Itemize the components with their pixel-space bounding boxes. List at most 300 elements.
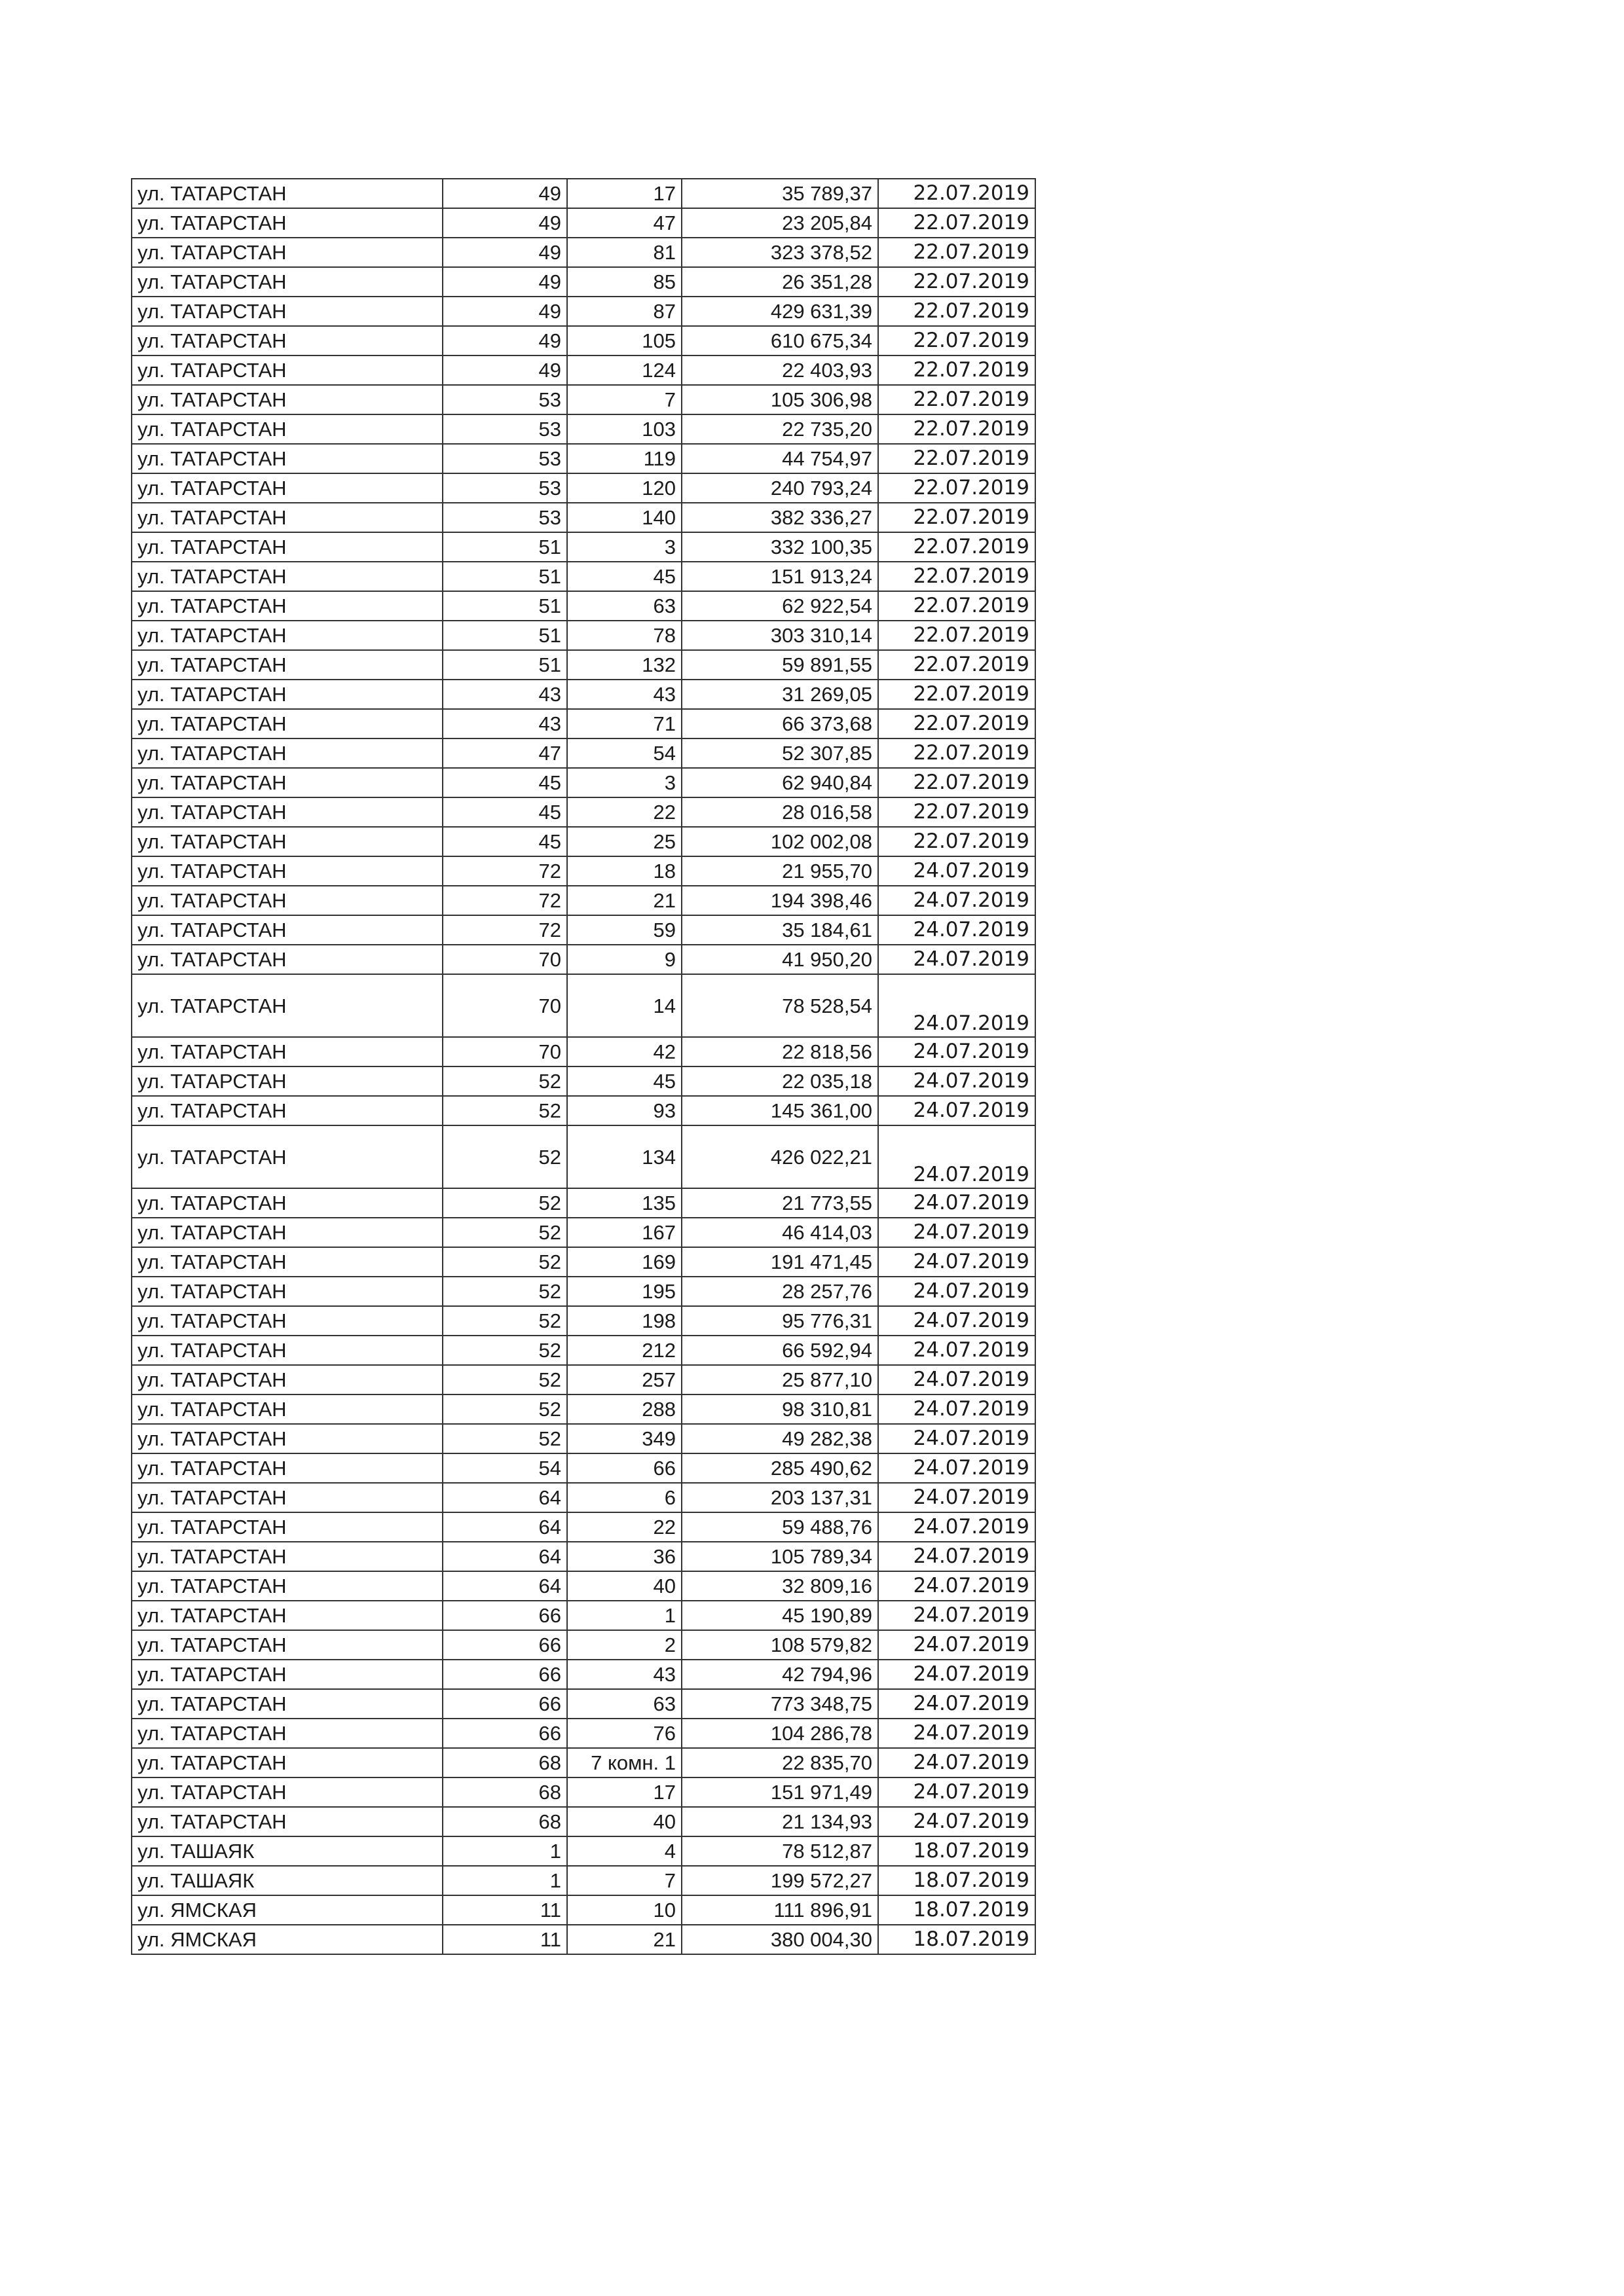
amount-cell: 111 896,91: [682, 1895, 878, 1925]
street-cell: ул. ТАТАРСТАН: [132, 886, 443, 915]
date-cell: 22.07.2019: [878, 473, 1035, 503]
flat-number-cell: 7 комн. 1: [567, 1748, 682, 1777]
amount-cell: 41 950,20: [682, 945, 878, 974]
house-number-cell: 52: [443, 1336, 567, 1365]
house-number-cell: 49: [443, 238, 567, 267]
flat-number-cell: 87: [567, 297, 682, 326]
house-number-cell: 45: [443, 827, 567, 856]
table-row: [132, 1807, 1035, 1836]
street-cell: ул. ТАТАРСТАН: [132, 1247, 443, 1277]
street-cell: ул. ТАТАРСТАН: [132, 945, 443, 974]
house-number-cell: 52: [443, 1247, 567, 1277]
amount-cell: 22 835,70: [682, 1748, 878, 1777]
amount-cell: 28 016,58: [682, 797, 878, 827]
flat-number-cell: 85: [567, 267, 682, 297]
flat-number-cell: 71: [567, 709, 682, 738]
date-cell: 22.07.2019: [878, 562, 1035, 591]
street-cell: ул. ТАТАРСТАН: [132, 621, 443, 650]
house-number-cell: 49: [443, 355, 567, 385]
table-row: [132, 238, 1035, 267]
amount-cell: 59 488,76: [682, 1512, 878, 1542]
house-number-cell: 49: [443, 208, 567, 238]
amount-cell: 45 190,89: [682, 1601, 878, 1630]
street-cell: ул. ТАТАРСТАН: [132, 208, 443, 238]
table-row: [132, 473, 1035, 503]
flat-number-cell: 66: [567, 1453, 682, 1483]
house-number-cell: 52: [443, 1277, 567, 1306]
flat-number-cell: 169: [567, 1247, 682, 1277]
house-number-cell: 70: [443, 1037, 567, 1066]
date-cell: 22.07.2019: [878, 208, 1035, 238]
flat-number-cell: 132: [567, 650, 682, 680]
street-cell: ул. ТАТАРСТАН: [132, 355, 443, 385]
date-cell: 24.07.2019: [878, 1277, 1035, 1306]
amount-cell: 151 913,24: [682, 562, 878, 591]
flat-number-cell: 124: [567, 355, 682, 385]
amount-cell: 66 592,94: [682, 1336, 878, 1365]
amount-cell: 95 776,31: [682, 1306, 878, 1336]
table-row: [132, 591, 1035, 621]
house-number-cell: 52: [443, 1365, 567, 1394]
table-row: [132, 621, 1035, 650]
house-number-cell: 72: [443, 856, 567, 886]
amount-cell: 28 257,76: [682, 1277, 878, 1306]
flat-number-cell: 76: [567, 1719, 682, 1748]
date-cell: 22.07.2019: [878, 355, 1035, 385]
amount-cell: 22 818,56: [682, 1037, 878, 1066]
street-cell: ул. ТАТАРСТАН: [132, 267, 443, 297]
table-row: [132, 1630, 1035, 1660]
date-cell: 24.07.2019: [878, 1247, 1035, 1277]
table-row: [132, 827, 1035, 856]
house-number-cell: 51: [443, 591, 567, 621]
house-number-cell: 52: [443, 1306, 567, 1336]
amount-cell: 102 002,08: [682, 827, 878, 856]
amount-cell: 78 528,54: [682, 974, 878, 1037]
house-number-cell: 66: [443, 1660, 567, 1689]
date-cell: 24.07.2019: [878, 1660, 1035, 1689]
amount-cell: 49 282,38: [682, 1424, 878, 1453]
amount-cell: 285 490,62: [682, 1453, 878, 1483]
street-cell: ул. ТАТАРСТАН: [132, 827, 443, 856]
flat-number-cell: 36: [567, 1542, 682, 1571]
date-cell: 22.07.2019: [878, 768, 1035, 797]
flat-number-cell: 14: [567, 974, 682, 1037]
table-row: [132, 856, 1035, 886]
date-cell: 24.07.2019: [878, 1424, 1035, 1453]
street-cell: ул. ТАТАРСТАН: [132, 1188, 443, 1218]
date-cell: 22.07.2019: [878, 267, 1035, 297]
street-cell: ул. ТАТАРСТАН: [132, 1125, 443, 1188]
table-row: [132, 503, 1035, 532]
amount-cell: 62 922,54: [682, 591, 878, 621]
house-number-cell: 53: [443, 385, 567, 414]
house-number-cell: 64: [443, 1571, 567, 1601]
house-number-cell: 47: [443, 738, 567, 768]
amount-cell: 52 307,85: [682, 738, 878, 768]
flat-number-cell: 17: [567, 179, 682, 208]
amount-cell: 42 794,96: [682, 1660, 878, 1689]
flat-number-cell: 25: [567, 827, 682, 856]
house-number-cell: 11: [443, 1925, 567, 1954]
flat-number-cell: 288: [567, 1394, 682, 1424]
date-cell: 24.07.2019: [878, 1601, 1035, 1630]
amount-cell: 26 351,28: [682, 267, 878, 297]
table-row: [132, 1188, 1035, 1218]
date-cell: 22.07.2019: [878, 297, 1035, 326]
amount-cell: 31 269,05: [682, 680, 878, 709]
street-cell: ул. ТАТАРСТАН: [132, 1689, 443, 1719]
house-number-cell: 52: [443, 1218, 567, 1247]
street-cell: ул. ТАТАРСТАН: [132, 1748, 443, 1777]
street-cell: ул. ТАТАРСТАН: [132, 503, 443, 532]
flat-number-cell: 45: [567, 562, 682, 591]
date-cell: 24.07.2019: [878, 1630, 1035, 1660]
date-cell: 24.07.2019: [878, 1807, 1035, 1836]
amount-cell: 191 471,45: [682, 1247, 878, 1277]
table-row: [132, 1571, 1035, 1601]
date-cell: 24.07.2019: [878, 974, 1035, 1037]
amount-cell: 194 398,46: [682, 886, 878, 915]
flat-number-cell: 21: [567, 886, 682, 915]
amount-cell: 429 631,39: [682, 297, 878, 326]
date-cell: 18.07.2019: [878, 1925, 1035, 1954]
street-cell: ул. ТАТАРСТАН: [132, 1453, 443, 1483]
street-cell: ул. ТАТАРСТАН: [132, 532, 443, 562]
amount-cell: 21 773,55: [682, 1188, 878, 1218]
date-cell: 22.07.2019: [878, 414, 1035, 444]
amount-cell: 35 789,37: [682, 179, 878, 208]
table-row: [132, 1512, 1035, 1542]
table-row: [132, 1037, 1035, 1066]
street-cell: ул. ТАТАРСТАН: [132, 680, 443, 709]
house-number-cell: 53: [443, 473, 567, 503]
street-cell: ул. ТАТАРСТАН: [132, 1660, 443, 1689]
house-number-cell: 68: [443, 1807, 567, 1836]
house-number-cell: 70: [443, 974, 567, 1037]
table-row: [132, 1066, 1035, 1096]
amount-cell: 151 971,49: [682, 1777, 878, 1807]
house-number-cell: 52: [443, 1424, 567, 1453]
date-cell: 24.07.2019: [878, 1188, 1035, 1218]
table-row: [132, 1660, 1035, 1689]
date-cell: 22.07.2019: [878, 444, 1035, 473]
table-row: [132, 1336, 1035, 1365]
date-cell: 24.07.2019: [878, 856, 1035, 886]
date-cell: 22.07.2019: [878, 650, 1035, 680]
house-number-cell: 66: [443, 1630, 567, 1660]
flat-number-cell: 22: [567, 797, 682, 827]
street-cell: ул. ТАТАРСТАН: [132, 1277, 443, 1306]
street-cell: ул. ТАТАРСТАН: [132, 974, 443, 1037]
house-number-cell: 52: [443, 1394, 567, 1424]
street-cell: ул. ТАТАРСТАН: [132, 297, 443, 326]
date-cell: 24.07.2019: [878, 1125, 1035, 1188]
table-row: [132, 738, 1035, 768]
street-cell: ул. ТАТАРСТАН: [132, 385, 443, 414]
table-row: [132, 1689, 1035, 1719]
date-cell: 24.07.2019: [878, 1542, 1035, 1571]
date-cell: 22.07.2019: [878, 621, 1035, 650]
street-cell: ул. ТАТАРСТАН: [132, 797, 443, 827]
street-cell: ул. ТАТАРСТАН: [132, 1394, 443, 1424]
flat-number-cell: 81: [567, 238, 682, 267]
flat-number-cell: 212: [567, 1336, 682, 1365]
table-row: [132, 326, 1035, 355]
street-cell: ул. ТАШАЯК: [132, 1836, 443, 1866]
date-cell: 24.07.2019: [878, 1394, 1035, 1424]
amount-cell: 22 035,18: [682, 1066, 878, 1096]
date-cell: 24.07.2019: [878, 1483, 1035, 1512]
house-number-cell: 70: [443, 945, 567, 974]
house-number-cell: 52: [443, 1125, 567, 1188]
flat-number-cell: 119: [567, 444, 682, 473]
table-row: [132, 1306, 1035, 1336]
house-number-cell: 51: [443, 562, 567, 591]
amount-cell: 22 403,93: [682, 355, 878, 385]
street-cell: ул. ТАТАРСТАН: [132, 1807, 443, 1836]
amount-cell: 105 789,34: [682, 1542, 878, 1571]
street-cell: ул. ТАТАРСТАН: [132, 1424, 443, 1453]
house-number-cell: 51: [443, 621, 567, 650]
street-cell: ул. ТАТАРСТАН: [132, 326, 443, 355]
date-cell: 24.07.2019: [878, 1218, 1035, 1247]
house-number-cell: 53: [443, 503, 567, 532]
house-number-cell: 49: [443, 179, 567, 208]
flat-number-cell: 93: [567, 1096, 682, 1125]
date-cell: 22.07.2019: [878, 179, 1035, 208]
date-cell: 22.07.2019: [878, 827, 1035, 856]
house-number-cell: 66: [443, 1719, 567, 1748]
street-cell: ул. ТАТАРСТАН: [132, 1571, 443, 1601]
table-row: [132, 267, 1035, 297]
flat-number-cell: 9: [567, 945, 682, 974]
amount-cell: 332 100,35: [682, 532, 878, 562]
amount-cell: 62 940,84: [682, 768, 878, 797]
house-number-cell: 66: [443, 1601, 567, 1630]
amount-cell: 78 512,87: [682, 1836, 878, 1866]
street-cell: ул. ЯМСКАЯ: [132, 1895, 443, 1925]
street-cell: ул. ТАТАРСТАН: [132, 562, 443, 591]
flat-number-cell: 198: [567, 1306, 682, 1336]
flat-number-cell: 1: [567, 1601, 682, 1630]
house-number-cell: 1: [443, 1866, 567, 1895]
amount-cell: 66 373,68: [682, 709, 878, 738]
amount-cell: 104 286,78: [682, 1719, 878, 1748]
flat-number-cell: 120: [567, 473, 682, 503]
house-number-cell: 53: [443, 414, 567, 444]
amount-cell: 21 134,93: [682, 1807, 878, 1836]
table-row: [132, 562, 1035, 591]
flat-number-cell: 10: [567, 1895, 682, 1925]
amount-cell: 145 361,00: [682, 1096, 878, 1125]
date-cell: 24.07.2019: [878, 1719, 1035, 1748]
date-cell: 24.07.2019: [878, 1306, 1035, 1336]
flat-number-cell: 140: [567, 503, 682, 532]
amount-cell: 22 735,20: [682, 414, 878, 444]
flat-number-cell: 78: [567, 621, 682, 650]
date-cell: 24.07.2019: [878, 1066, 1035, 1096]
flat-number-cell: 134: [567, 1125, 682, 1188]
date-cell: 24.07.2019: [878, 1748, 1035, 1777]
table-row: [132, 1866, 1035, 1895]
date-cell: 18.07.2019: [878, 1895, 1035, 1925]
flat-number-cell: 7: [567, 385, 682, 414]
flat-number-cell: 349: [567, 1424, 682, 1453]
flat-number-cell: 21: [567, 1925, 682, 1954]
table-row: [132, 886, 1035, 915]
table-row: [132, 945, 1035, 974]
house-number-cell: 68: [443, 1748, 567, 1777]
amount-cell: 44 754,97: [682, 444, 878, 473]
date-cell: 22.07.2019: [878, 680, 1035, 709]
flat-number-cell: 257: [567, 1365, 682, 1394]
date-cell: 22.07.2019: [878, 738, 1035, 768]
amount-cell: 25 877,10: [682, 1365, 878, 1394]
street-cell: ул. ТАТАРСТАН: [132, 1066, 443, 1096]
table-row: [132, 1748, 1035, 1777]
amount-cell: 23 205,84: [682, 208, 878, 238]
flat-number-cell: 47: [567, 208, 682, 238]
amount-cell: 303 310,14: [682, 621, 878, 650]
table-row: [132, 1777, 1035, 1807]
flat-number-cell: 4: [567, 1836, 682, 1866]
debt-table-body: [132, 179, 1035, 1954]
table-row: [132, 385, 1035, 414]
amount-cell: 773 348,75: [682, 1689, 878, 1719]
flat-number-cell: 6: [567, 1483, 682, 1512]
date-cell: 22.07.2019: [878, 532, 1035, 562]
table-row: [132, 1836, 1035, 1866]
house-number-cell: 64: [443, 1542, 567, 1571]
table-row: [132, 797, 1035, 827]
flat-number-cell: 40: [567, 1807, 682, 1836]
flat-number-cell: 42: [567, 1037, 682, 1066]
table-row: [132, 1895, 1035, 1925]
flat-number-cell: 2: [567, 1630, 682, 1660]
house-number-cell: 45: [443, 797, 567, 827]
table-row: [132, 709, 1035, 738]
date-cell: 22.07.2019: [878, 385, 1035, 414]
flat-number-cell: 7: [567, 1866, 682, 1895]
house-number-cell: 66: [443, 1689, 567, 1719]
date-cell: 24.07.2019: [878, 1689, 1035, 1719]
table-row: [132, 1365, 1035, 1394]
flat-number-cell: 105: [567, 326, 682, 355]
street-cell: ул. ТАТАРСТАН: [132, 179, 443, 208]
flat-number-cell: 167: [567, 1218, 682, 1247]
street-cell: ул. ТАТАРСТАН: [132, 1037, 443, 1066]
street-cell: ул. ТАТАРСТАН: [132, 1365, 443, 1394]
date-cell: 22.07.2019: [878, 709, 1035, 738]
date-cell: 24.07.2019: [878, 1512, 1035, 1542]
table-row: [132, 444, 1035, 473]
date-cell: 18.07.2019: [878, 1866, 1035, 1895]
street-cell: ул. ТАТАРСТАН: [132, 1096, 443, 1125]
flat-number-cell: 43: [567, 680, 682, 709]
house-number-cell: 49: [443, 326, 567, 355]
house-number-cell: 1: [443, 1836, 567, 1866]
street-cell: ул. ТАТАРСТАН: [132, 414, 443, 444]
street-cell: ул. ТАТАРСТАН: [132, 238, 443, 267]
table-row: [132, 1394, 1035, 1424]
street-cell: ул. ТАТАРСТАН: [132, 1218, 443, 1247]
amount-cell: 610 675,34: [682, 326, 878, 355]
amount-cell: 105 306,98: [682, 385, 878, 414]
amount-cell: 21 955,70: [682, 856, 878, 886]
table-row: [132, 414, 1035, 444]
date-cell: 24.07.2019: [878, 1453, 1035, 1483]
date-cell: 24.07.2019: [878, 1571, 1035, 1601]
table-row: [132, 355, 1035, 385]
house-number-cell: 51: [443, 532, 567, 562]
table-row: [132, 1453, 1035, 1483]
flat-number-cell: 17: [567, 1777, 682, 1807]
date-cell: 24.07.2019: [878, 886, 1035, 915]
street-cell: ул. ТАШАЯК: [132, 1866, 443, 1895]
house-number-cell: 64: [443, 1512, 567, 1542]
table-row: [132, 1277, 1035, 1306]
table-row: [132, 1247, 1035, 1277]
table-row: [132, 650, 1035, 680]
date-cell: 22.07.2019: [878, 797, 1035, 827]
amount-cell: 380 004,30: [682, 1925, 878, 1954]
house-number-cell: 64: [443, 1483, 567, 1512]
table-row: [132, 1096, 1035, 1125]
flat-number-cell: 59: [567, 915, 682, 945]
street-cell: ул. ТАТАРСТАН: [132, 738, 443, 768]
flat-number-cell: 45: [567, 1066, 682, 1096]
house-number-cell: 49: [443, 267, 567, 297]
date-cell: 22.07.2019: [878, 238, 1035, 267]
table-row: [132, 974, 1035, 1037]
flat-number-cell: 3: [567, 768, 682, 797]
table-row: [132, 532, 1035, 562]
table-row: [132, 1483, 1035, 1512]
street-cell: ул. ТАТАРСТАН: [132, 591, 443, 621]
date-cell: 22.07.2019: [878, 503, 1035, 532]
amount-cell: 46 414,03: [682, 1218, 878, 1247]
table-row: [132, 1125, 1035, 1188]
amount-cell: 59 891,55: [682, 650, 878, 680]
street-cell: ул. ТАТАРСТАН: [132, 1542, 443, 1571]
street-cell: ул. ТАТАРСТАН: [132, 650, 443, 680]
house-number-cell: 52: [443, 1188, 567, 1218]
amount-cell: 323 378,52: [682, 238, 878, 267]
date-cell: 24.07.2019: [878, 1336, 1035, 1365]
table-row: [132, 297, 1035, 326]
street-cell: ул. ТАТАРСТАН: [132, 1306, 443, 1336]
date-cell: 24.07.2019: [878, 1777, 1035, 1807]
street-cell: ул. ТАТАРСТАН: [132, 768, 443, 797]
house-number-cell: 11: [443, 1895, 567, 1925]
amount-cell: 240 793,24: [682, 473, 878, 503]
flat-number-cell: 54: [567, 738, 682, 768]
flat-number-cell: 40: [567, 1571, 682, 1601]
amount-cell: 199 572,27: [682, 1866, 878, 1895]
street-cell: ул. ТАТАРСТАН: [132, 444, 443, 473]
table-row: [132, 1601, 1035, 1630]
date-cell: 24.07.2019: [878, 1096, 1035, 1125]
flat-number-cell: 63: [567, 591, 682, 621]
street-cell: ул. ЯМСКАЯ: [132, 1925, 443, 1954]
table-row: [132, 179, 1035, 208]
date-cell: 24.07.2019: [878, 1037, 1035, 1066]
amount-cell: 426 022,21: [682, 1125, 878, 1188]
house-number-cell: 52: [443, 1066, 567, 1096]
street-cell: ул. ТАТАРСТАН: [132, 1719, 443, 1748]
debt-table: [131, 178, 1036, 1955]
